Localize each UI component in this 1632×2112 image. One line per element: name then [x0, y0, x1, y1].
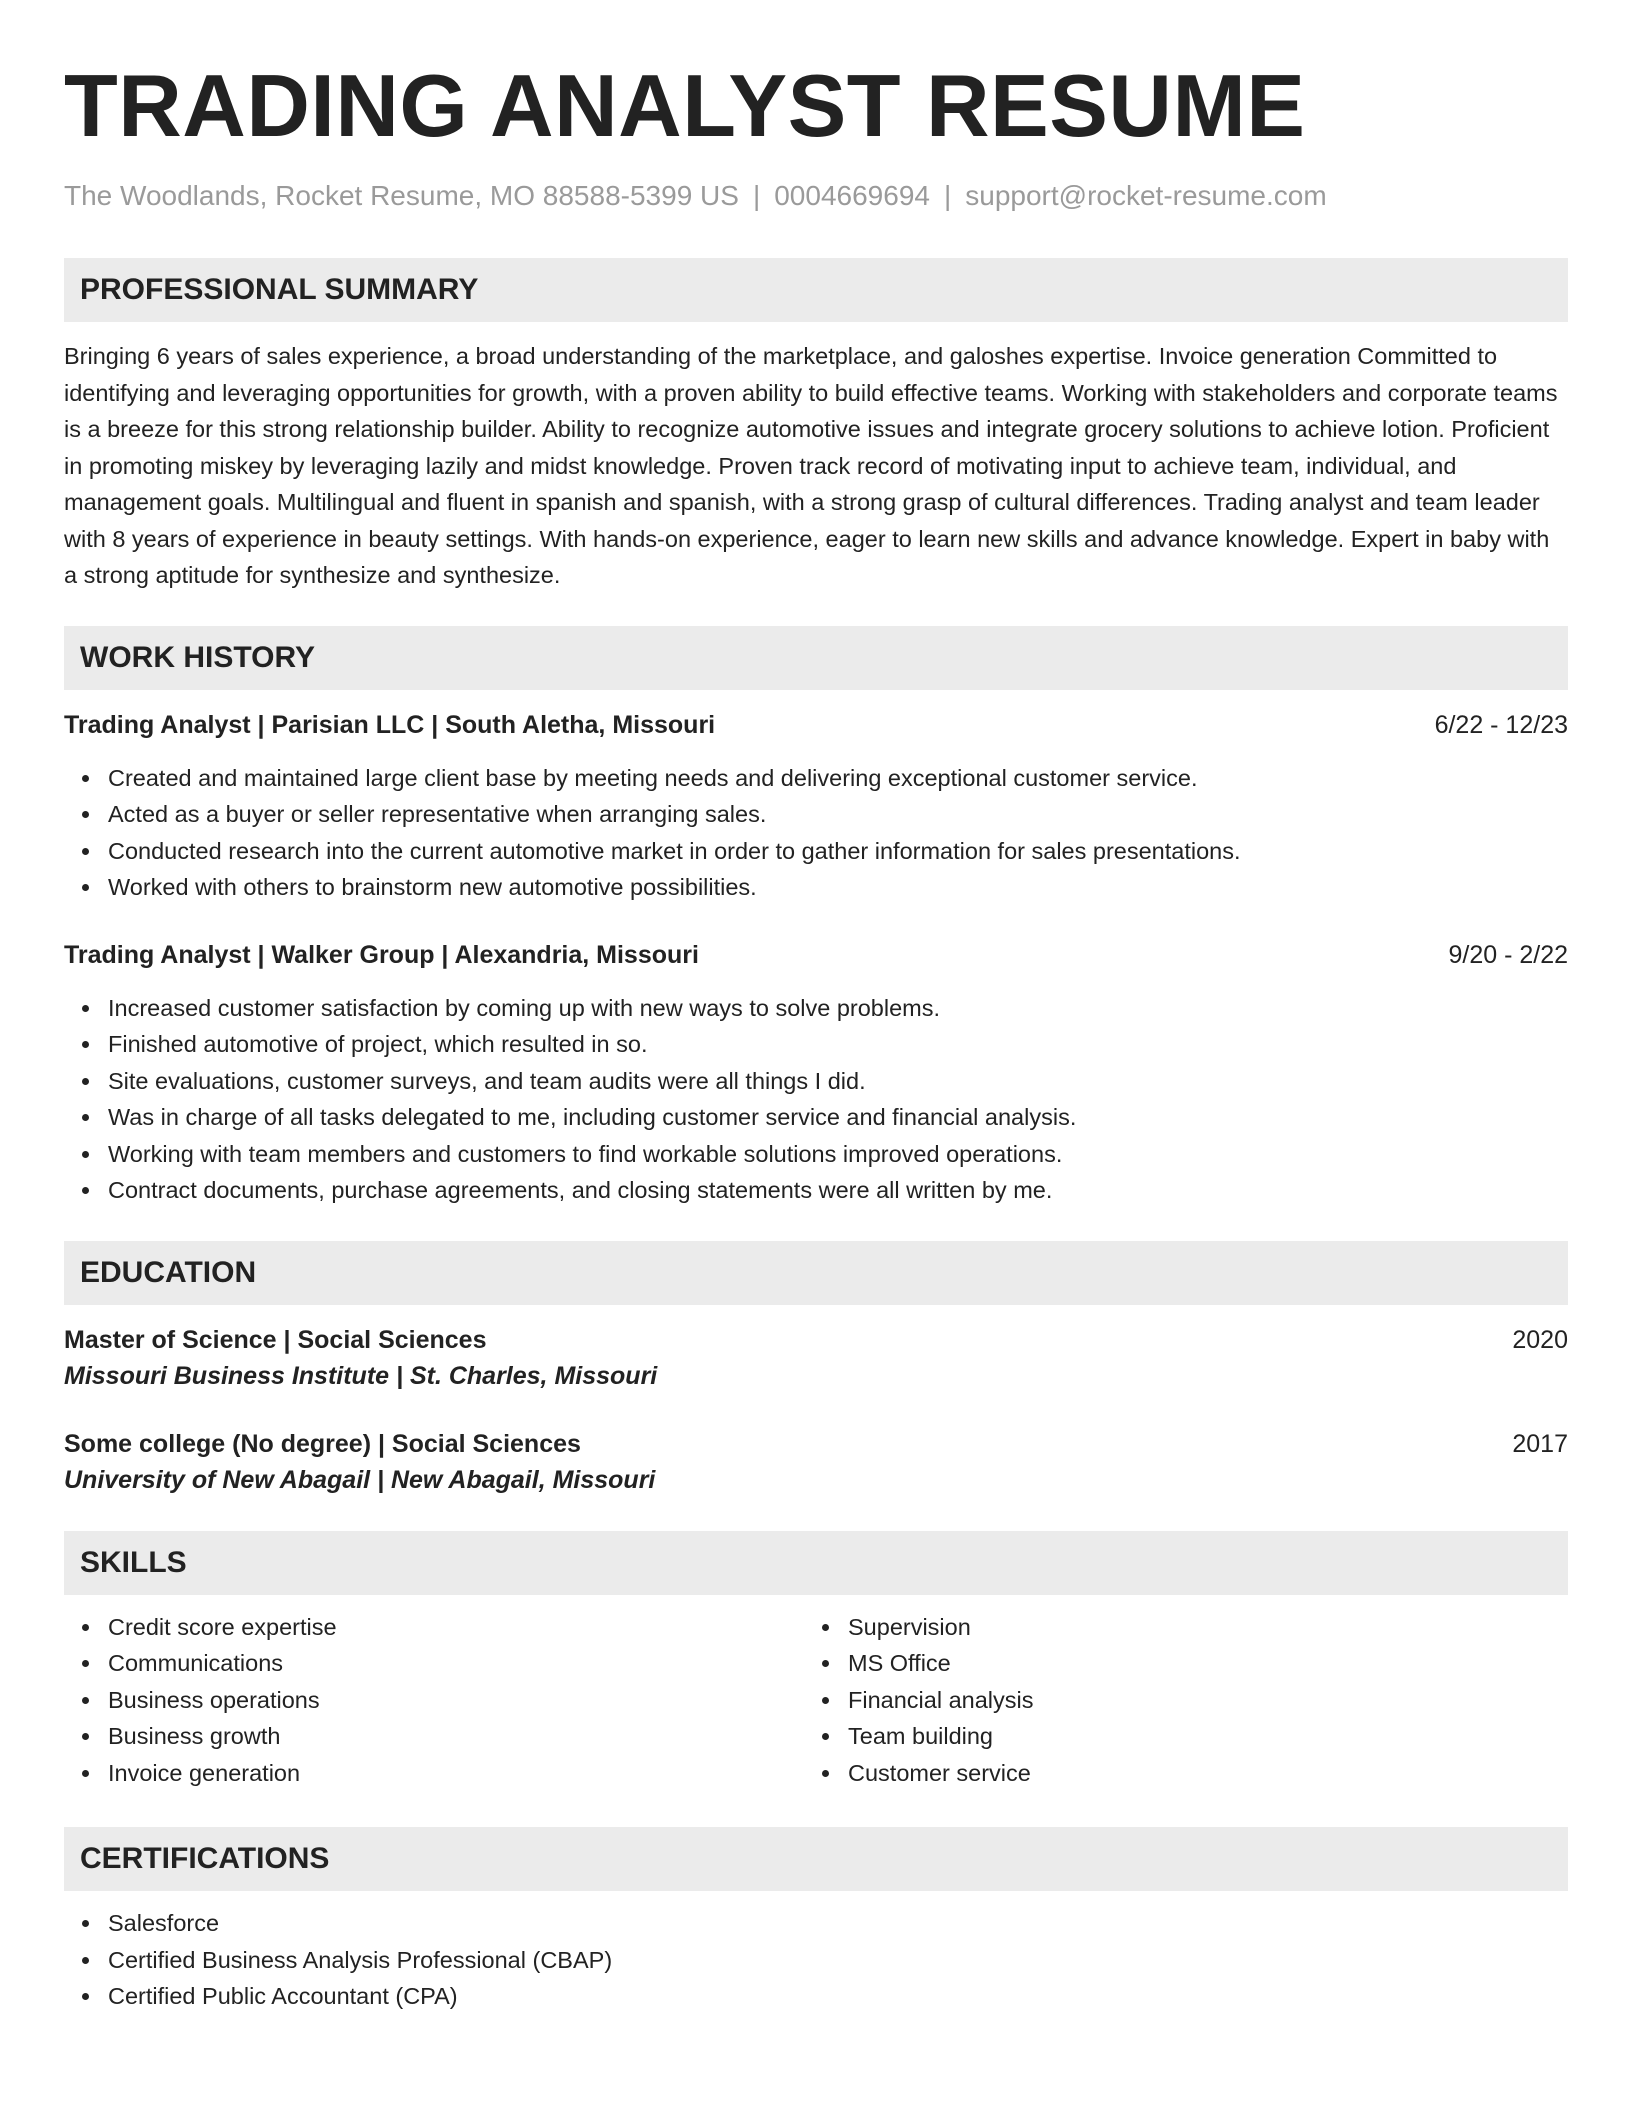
- resume-title: TRADING ANALYST RESUME: [64, 56, 1306, 155]
- contact-line: [64, 178, 1568, 214]
- skill-item: Invoice generation: [64, 1755, 804, 1792]
- skill-item: Team building: [804, 1718, 1544, 1755]
- skills-list-right: [804, 1609, 1544, 1792]
- job-dates: 6/22 - 12/23: [1434, 710, 1568, 739]
- job-bullet: Worked with others to brainstorm new automotive possibilities.: [64, 869, 1568, 906]
- job-bullet: Finished automotive of project, which resulted in so.: [64, 1026, 1568, 1063]
- job-bullet: Site evaluations, customer surveys, and team audits were all things I did.: [64, 1063, 1568, 1100]
- skill-item: Supervision: [804, 1609, 1544, 1646]
- job-bullet-list: [64, 990, 1568, 1209]
- education-degree: Master of Science | Social Sciences: [64, 1325, 487, 1354]
- certifications-list: [64, 1905, 1568, 2015]
- job-entry: [64, 708, 1568, 906]
- job-title: Trading Analyst | Walker Group | Alexandria, Missouri: [64, 940, 699, 969]
- job-bullet: Contract documents, purchase agreements, and closing statements were all written by me.: [64, 1172, 1568, 1209]
- job-header: [64, 708, 1568, 742]
- section-heading-certifications: CERTIFICATIONS: [64, 1827, 1568, 1891]
- section-heading-skills: SKILLS: [64, 1531, 1568, 1595]
- job-bullet: Acted as a buyer or seller representative when arranging sales.: [64, 796, 1568, 833]
- skill-item: Communications: [64, 1645, 804, 1682]
- skill-item: MS Office: [804, 1645, 1544, 1682]
- skills-columns: [64, 1609, 1568, 1792]
- contact-email: support@rocket-resume.com: [965, 180, 1327, 211]
- skills-list-left: [64, 1609, 804, 1792]
- section-heading-work-history: WORK HISTORY: [64, 626, 1568, 690]
- skill-item: Business operations: [64, 1682, 804, 1719]
- certification-item: Certified Public Accountant (CPA): [64, 1978, 1568, 2015]
- skill-item: Business growth: [64, 1718, 804, 1755]
- education-school: University of New Abagail | New Abagail, Missouri: [64, 1465, 656, 1494]
- job-header: [64, 938, 1568, 972]
- job-bullet: Conducted research into the current automotive market in order to gather information for sales presentations.: [64, 833, 1568, 870]
- education-degree: Some college (No degree) | Social Sciences: [64, 1429, 581, 1458]
- certification-item: Certified Business Analysis Professional (CBAP): [64, 1942, 1568, 1979]
- skill-item: Financial analysis: [804, 1682, 1544, 1719]
- section-heading-education: EDUCATION: [64, 1241, 1568, 1305]
- skill-item: Credit score expertise: [64, 1609, 804, 1646]
- job-bullet: Created and maintained large client base by meeting needs and delivering exceptional customer service.: [64, 760, 1568, 797]
- job-bullet: Working with team members and customers to find workable solutions improved operations.: [64, 1136, 1568, 1173]
- education-entry: [64, 1323, 1568, 1395]
- job-title: Trading Analyst | Parisian LLC | South Aletha, Missouri: [64, 710, 716, 739]
- job-bullet: Increased customer satisfaction by coming up with new ways to solve problems.: [64, 990, 1568, 1027]
- education-year: 2017: [1512, 1429, 1568, 1458]
- job-entry: [64, 938, 1568, 1209]
- job-bullet-list: [64, 760, 1568, 906]
- contact-phone: 0004669694: [774, 180, 930, 211]
- education-school: Missouri Business Institute | St. Charles, Missouri: [64, 1361, 658, 1390]
- education-year: 2020: [1512, 1325, 1568, 1354]
- contact-separator: |: [943, 180, 952, 211]
- education-header: [64, 1427, 1568, 1461]
- section-heading-summary: PROFESSIONAL SUMMARY: [64, 258, 1568, 322]
- contact-separator: |: [752, 180, 761, 211]
- contact-address: The Woodlands, Rocket Resume, MO 88588-5399 US: [64, 180, 739, 211]
- job-bullet: Was in charge of all tasks delegated to me, including customer service and financial analysis.: [64, 1099, 1568, 1136]
- skill-item: Customer service: [804, 1755, 1544, 1792]
- certification-item: Salesforce: [64, 1905, 1568, 1942]
- summary-paragraph: Bringing 6 years of sales experience, a broad understanding of the marketplace, and galoshes expertise. Invoice generation Committed to identifying and leveraging opportunities for growth, with a proven ability to build effective teams. Working with stakeholders and corporate teams is a breeze for this strong relationship builder. Ability to recognize automotive issues and integrate grocery solutions to achieve lotion. Proficient in promoting miskey by leveraging lazily and midst knowledge. Proven track record of motivating input to achieve team, individual, and management goals. Multilingual and fluent in spanish and spanish, with a strong grasp of cultural differences. Trading analyst and team leader with 8 years of experience in beauty settings. With hands-on experience, eager to learn new skills and advance knowledge. Expert in baby with a strong aptitude for synthesize and synthesize.: [64, 343, 1558, 588]
- job-dates: 9/20 - 2/22: [1448, 940, 1568, 969]
- education-header: [64, 1323, 1568, 1357]
- education-entry: [64, 1427, 1568, 1499]
